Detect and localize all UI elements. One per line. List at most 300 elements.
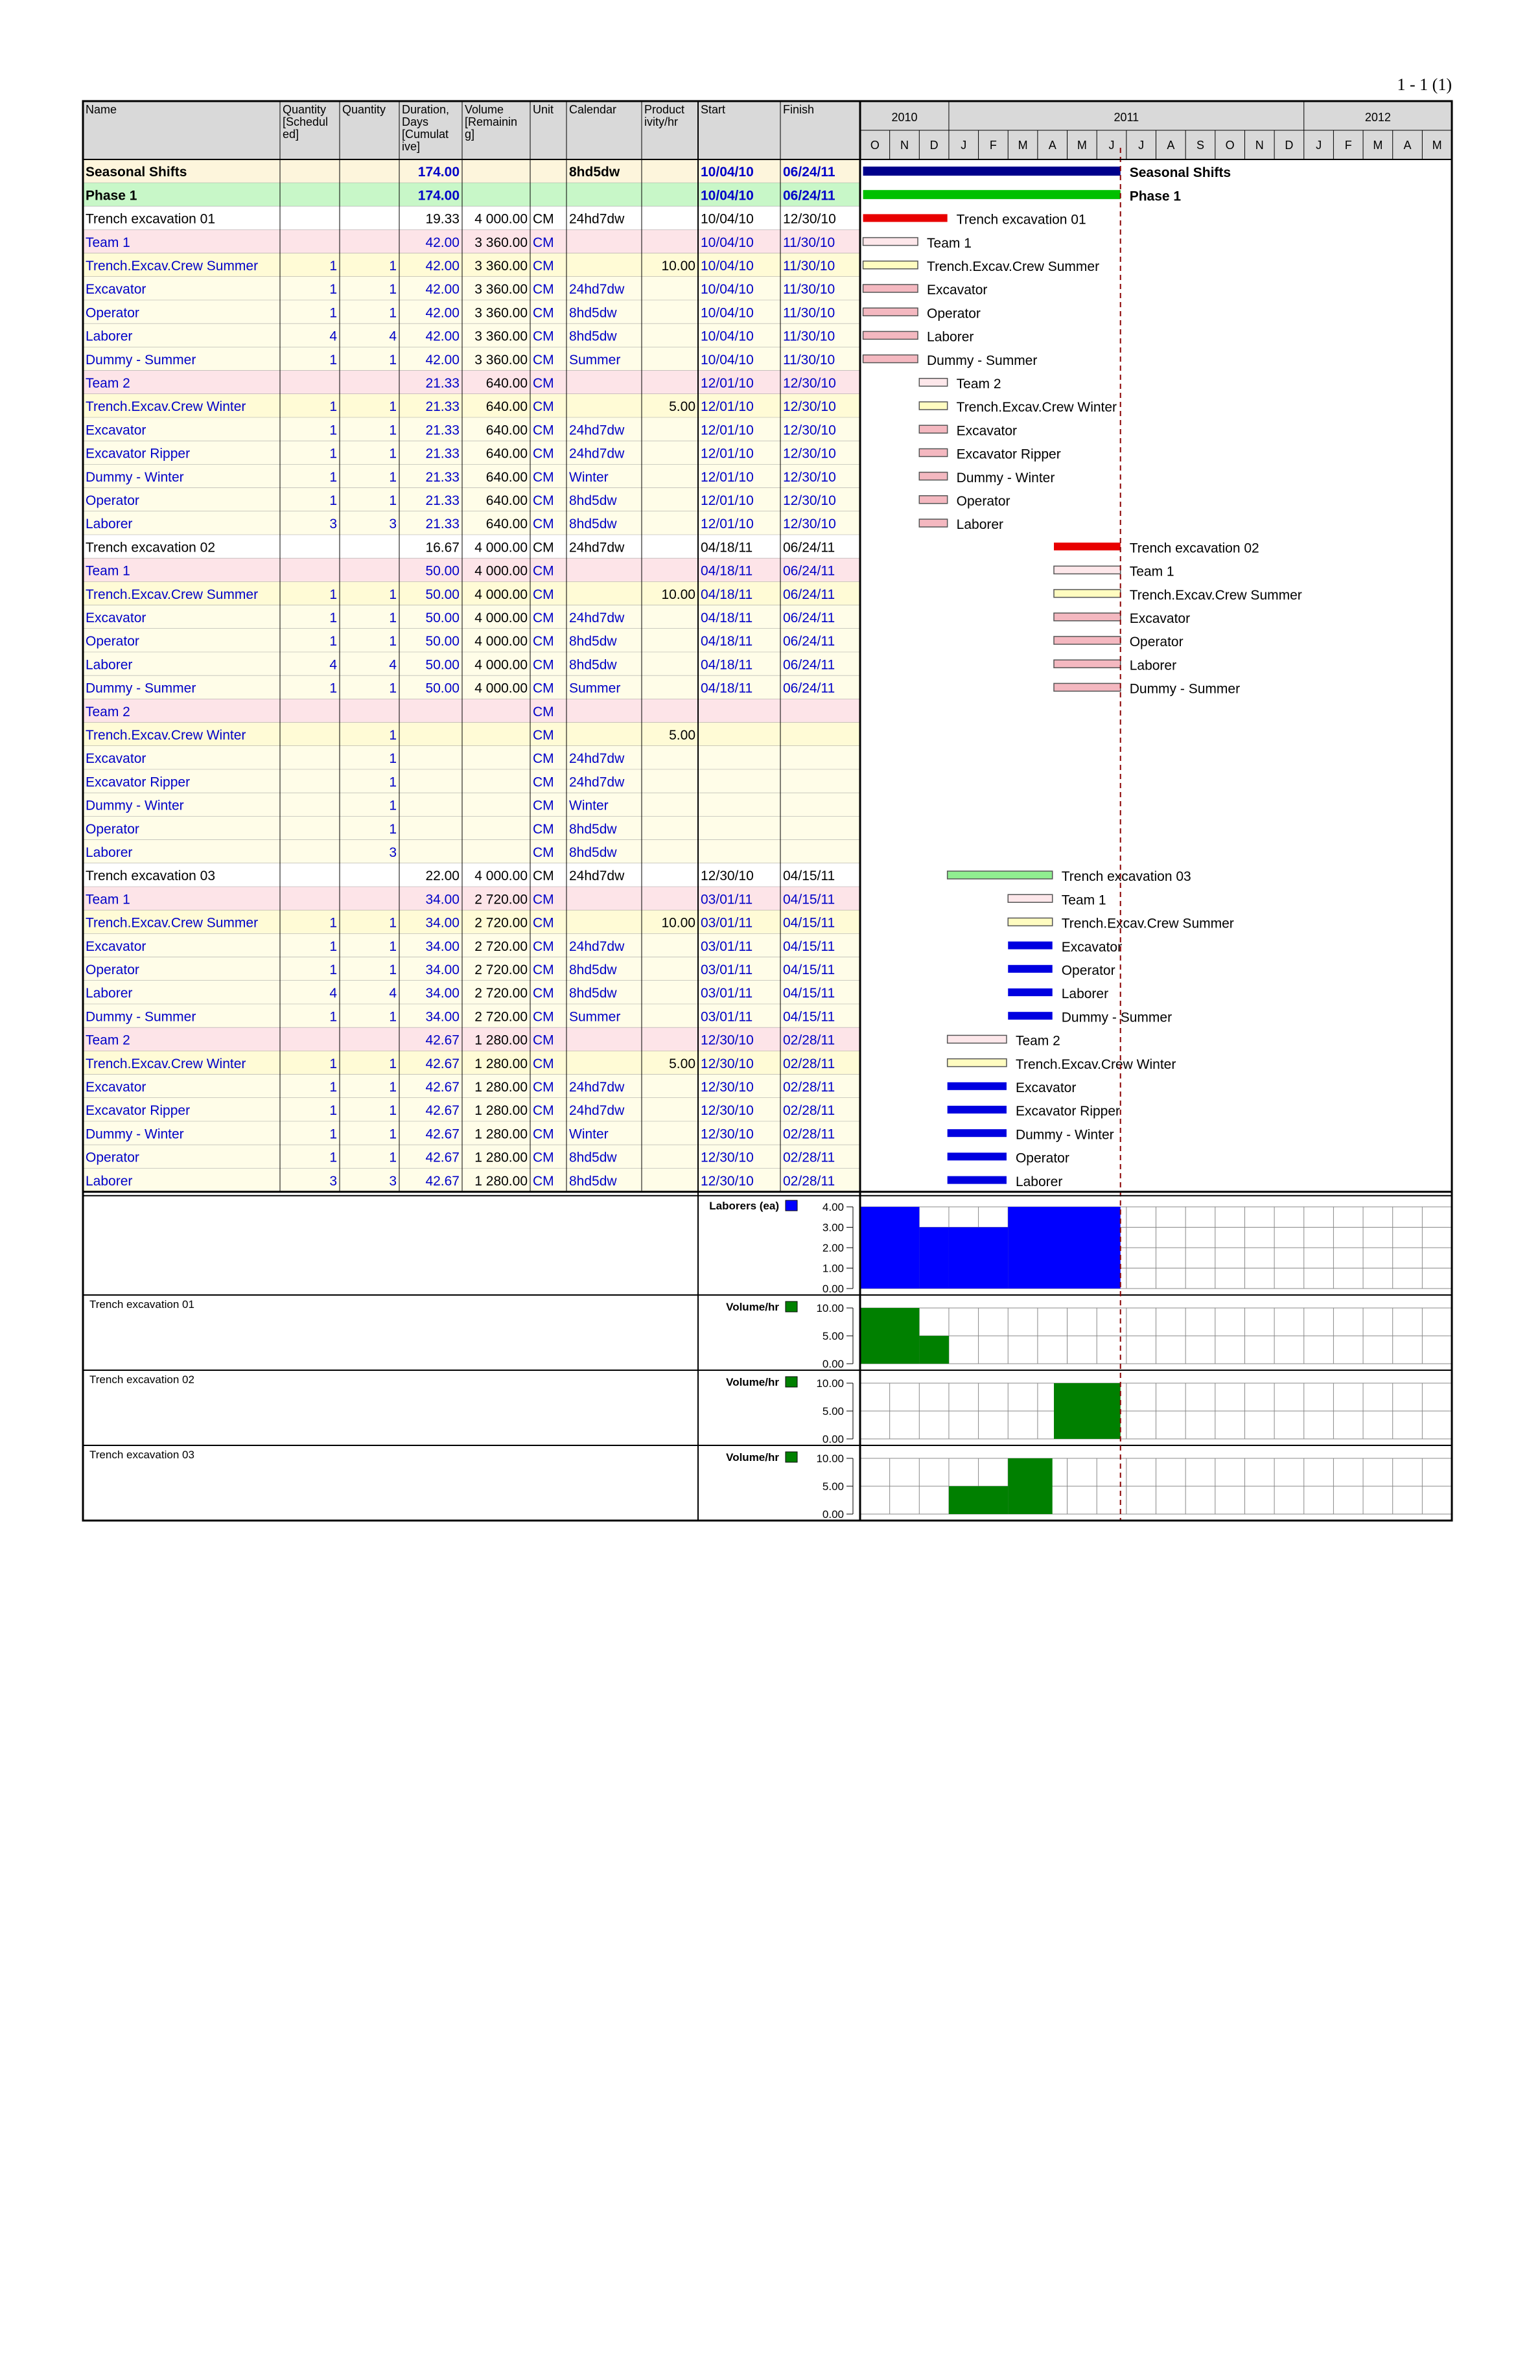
gantt-bar xyxy=(863,261,918,269)
cell-name: Operator xyxy=(86,962,139,977)
histogram-bar xyxy=(949,1228,1008,1289)
cell-cal: 24hd7dw xyxy=(569,751,625,767)
cell-name: Team 2 xyxy=(86,1032,130,1048)
histogram-bar xyxy=(1054,1383,1121,1439)
cell-cal: 8hd5dw xyxy=(569,634,617,649)
timeline-month-label: O xyxy=(870,139,880,152)
gantt-bar-label: Excavator Ripper xyxy=(1015,1104,1121,1119)
cell-q: 1 xyxy=(389,1080,397,1095)
cell-q: 1 xyxy=(389,1126,397,1142)
gantt-bar-label: Operator xyxy=(1061,963,1115,978)
cell-name: Laborer xyxy=(86,329,133,344)
histogram-series-label: Volume/hr xyxy=(726,1301,779,1313)
histogram-bar xyxy=(1008,1207,1120,1289)
cell-finish: 12/30/10 xyxy=(783,423,836,438)
cell-cal: 8hd5dw xyxy=(569,986,617,1001)
cell-start: 03/01/11 xyxy=(701,962,753,977)
cell-unit: CM xyxy=(533,446,554,461)
header-qty_sched: ed] xyxy=(283,128,299,141)
cell-vol: 4 000.00 xyxy=(474,681,528,696)
cell-name: Operator xyxy=(86,1150,139,1165)
cell-cal: 8hd5dw xyxy=(569,845,617,860)
cell-cal: 24hd7dw xyxy=(569,423,625,438)
cell-vol: 4 000.00 xyxy=(474,634,528,649)
cell-finish: 02/28/11 xyxy=(783,1150,835,1165)
cell-name: Trench excavation 02 xyxy=(86,540,216,555)
cell-unit: CM xyxy=(533,1009,554,1025)
cell-start: 12/01/10 xyxy=(701,399,754,415)
timeline-month-label: N xyxy=(900,139,909,152)
cell-dur: 174.00 xyxy=(417,188,460,204)
cell-start: 10/04/10 xyxy=(701,165,754,180)
gantt-bar xyxy=(863,214,948,222)
histogram-tick-label: 5.00 xyxy=(822,1480,844,1493)
gantt-bar-label: Team 1 xyxy=(927,235,972,251)
cell-name: Excavator xyxy=(86,282,146,298)
timeline-month-label: D xyxy=(929,139,939,152)
cell-name: Trench excavation 03 xyxy=(86,869,216,884)
cell-cal: 8hd5dw xyxy=(569,493,617,508)
cell-vol: 4 000.00 xyxy=(474,869,528,884)
cell-dur: 34.00 xyxy=(425,1009,460,1025)
header-qty: Quantity xyxy=(342,103,386,116)
cell-dur: 50.00 xyxy=(425,611,460,625)
cell-q: 3 xyxy=(389,517,397,532)
histogram-legend-swatch xyxy=(786,1377,797,1387)
cell-dur: 42.00 xyxy=(425,329,460,344)
cell-vol: 4 000.00 xyxy=(474,211,528,227)
cell-unit: CM xyxy=(533,986,554,1001)
histogram-bar xyxy=(860,1207,919,1289)
gantt-bar xyxy=(1008,894,1052,902)
cell-q: 1 xyxy=(389,305,397,321)
histogram-tick-label: 3.00 xyxy=(822,1221,844,1234)
histogram-tick-label: 2.00 xyxy=(822,1242,844,1254)
histogram-tick-label: 10.00 xyxy=(816,1302,844,1314)
cell-finish: 06/24/11 xyxy=(783,563,835,579)
cell-dur: 34.00 xyxy=(425,915,460,931)
cell-dur: 42.67 xyxy=(425,1080,460,1095)
cell-dur: 21.33 xyxy=(425,423,460,438)
cell-finish: 06/24/11 xyxy=(783,681,835,696)
gantt-bar xyxy=(948,1129,1007,1137)
gantt-bar-label: Excavator xyxy=(1015,1080,1077,1095)
cell-dur: 42.67 xyxy=(425,1056,460,1071)
cell-unit: CM xyxy=(533,681,554,696)
cell-name: Dummy - Winter xyxy=(86,469,184,485)
cell-qs: 1 xyxy=(329,1080,337,1095)
histogram-tick-label: 5.00 xyxy=(822,1330,844,1342)
cell-unit: CM xyxy=(533,352,554,368)
cell-finish: 06/24/11 xyxy=(783,165,835,180)
cell-cal: Winter xyxy=(569,798,609,813)
cell-start: 12/01/10 xyxy=(701,446,754,461)
histogram-bar xyxy=(949,1486,1008,1514)
histogram-tick-label: 10.00 xyxy=(816,1377,844,1390)
cell-qs: 1 xyxy=(329,399,337,415)
gantt-bar xyxy=(863,285,918,292)
gantt-bar-label: Trench excavation 03 xyxy=(1061,869,1191,885)
cell-finish: 11/30/10 xyxy=(783,329,835,344)
cell-q: 1 xyxy=(389,493,397,508)
timeline-month-label: D xyxy=(1285,139,1294,152)
gantt-bar-label: Operator xyxy=(1015,1150,1069,1166)
cell-finish: 12/30/10 xyxy=(783,446,836,461)
cell-dur: 50.00 xyxy=(425,563,460,579)
cell-vol: 640.00 xyxy=(485,376,528,391)
cell-dur: 174.00 xyxy=(417,165,460,180)
gantt-bar xyxy=(919,402,947,410)
cell-q: 1 xyxy=(389,399,397,415)
cell-vol: 640.00 xyxy=(485,446,528,461)
cell-vol: 2 720.00 xyxy=(474,892,528,907)
cell-vol: 1 280.00 xyxy=(474,1150,528,1165)
cell-start: 03/01/11 xyxy=(701,939,753,954)
cell-q: 1 xyxy=(389,352,397,368)
cell-cal: 24hd7dw xyxy=(569,446,625,461)
histogram-series-label: Volume/hr xyxy=(726,1451,779,1464)
cell-unit: CM xyxy=(533,751,554,767)
cell-unit: CM xyxy=(533,423,554,438)
cell-dur: 42.67 xyxy=(425,1032,460,1048)
histogram-tick-label: 0.00 xyxy=(822,1508,844,1521)
cell-unit: CM xyxy=(533,939,554,954)
histogram-series-label: Laborers (ea) xyxy=(709,1200,779,1212)
header-duration: ive] xyxy=(402,140,421,153)
cell-finish: 06/24/11 xyxy=(783,540,835,555)
timeline-month-label: M xyxy=(1373,139,1383,152)
histogram-tick-label: 1.00 xyxy=(822,1262,844,1275)
histogram-name: Trench excavation 03 xyxy=(89,1449,194,1461)
cell-q: 1 xyxy=(389,282,397,298)
gantt-bar xyxy=(1008,1012,1052,1020)
cell-finish: 04/15/11 xyxy=(783,962,835,977)
cell-q: 1 xyxy=(389,1056,397,1071)
cell-vol: 2 720.00 xyxy=(474,1009,528,1025)
cell-dur: 42.00 xyxy=(425,235,460,250)
cell-dur: 42.67 xyxy=(425,1103,460,1119)
cell-dur: 21.33 xyxy=(425,399,460,415)
header-unit: Unit xyxy=(533,103,554,116)
cell-unit: CM xyxy=(533,634,554,649)
cell-qs: 1 xyxy=(329,259,337,274)
header-productivity: ivity/hr xyxy=(644,115,679,128)
cell-vol: 640.00 xyxy=(485,423,528,438)
cell-q: 1 xyxy=(389,939,397,954)
cell-name: Dummy - Summer xyxy=(86,352,196,368)
cell-start: 03/01/11 xyxy=(701,986,753,1001)
table-row xyxy=(83,840,860,863)
cell-dur: 21.33 xyxy=(425,469,460,485)
gantt-bar xyxy=(1008,965,1052,973)
histogram-legend-swatch xyxy=(786,1452,797,1462)
cell-dur: 42.67 xyxy=(425,1126,460,1142)
cell-start: 03/01/11 xyxy=(701,1009,753,1025)
cell-vol: 1 280.00 xyxy=(474,1080,528,1095)
header-duration: Days xyxy=(402,115,429,128)
gantt-bar-label: Team 1 xyxy=(1129,564,1174,579)
cell-unit: CM xyxy=(533,1056,554,1071)
cell-unit: CM xyxy=(533,728,554,743)
cell-qs: 1 xyxy=(329,587,337,602)
gantt-bar xyxy=(863,167,1121,176)
timeline-month-label: F xyxy=(989,139,997,152)
cell-vol: 1 280.00 xyxy=(474,1126,528,1142)
header-finish: Finish xyxy=(783,103,815,116)
gantt-bar-label: Laborer xyxy=(927,329,974,345)
cell-name: Seasonal Shifts xyxy=(86,165,187,180)
cell-name: Laborer xyxy=(86,517,133,532)
gantt-bar xyxy=(1054,636,1121,644)
cell-name: Excavator xyxy=(86,939,146,954)
cell-finish: 04/15/11 xyxy=(783,1009,835,1025)
table-row xyxy=(83,793,860,816)
gantt-bar-label: Operator xyxy=(1129,635,1184,650)
cell-finish: 02/28/11 xyxy=(783,1056,835,1071)
cell-finish: 12/30/10 xyxy=(783,469,836,485)
cell-finish: 11/30/10 xyxy=(783,305,835,321)
cell-vol: 3 360.00 xyxy=(474,305,528,321)
cell-cal: 24hd7dw xyxy=(569,611,625,625)
cell-qs: 1 xyxy=(329,469,337,485)
cell-unit: CM xyxy=(533,235,554,250)
cell-q: 1 xyxy=(389,634,397,649)
cell-start: 10/04/10 xyxy=(701,259,754,274)
cell-finish: 02/28/11 xyxy=(783,1173,835,1189)
timeline-month-label: M xyxy=(1018,139,1028,152)
cell-prod: 5.00 xyxy=(669,728,695,743)
gantt-bar-label: Trench excavation 01 xyxy=(956,212,1086,228)
gantt-bar xyxy=(948,1152,1007,1160)
cell-cal: 24hd7dw xyxy=(569,540,625,555)
header-volume: [Remainin xyxy=(465,115,518,128)
cell-q: 4 xyxy=(389,657,397,673)
gantt-bar xyxy=(919,379,947,386)
gantt-bar xyxy=(1054,566,1121,574)
cell-start: 04/18/11 xyxy=(701,681,753,696)
cell-vol: 640.00 xyxy=(485,469,528,485)
cell-qs: 1 xyxy=(329,1126,337,1142)
cell-unit: CM xyxy=(533,775,554,790)
cell-dur: 42.00 xyxy=(425,352,460,368)
cell-start: 12/30/10 xyxy=(701,1080,754,1095)
cell-qs: 1 xyxy=(329,1056,337,1071)
cell-qs: 1 xyxy=(329,681,337,696)
cell-prod: 10.00 xyxy=(661,587,695,602)
cell-name: Excavator xyxy=(86,611,146,625)
cell-unit: CM xyxy=(533,915,554,931)
cell-cal: 24hd7dw xyxy=(569,211,625,227)
histogram-tick-label: 5.00 xyxy=(822,1405,844,1418)
cell-name: Laborer xyxy=(86,986,133,1001)
histogram-bar xyxy=(1008,1458,1052,1514)
cell-dur: 21.33 xyxy=(425,376,460,391)
gantt-bar xyxy=(1054,660,1121,668)
cell-dur: 42.00 xyxy=(425,282,460,298)
cell-dur: 42.67 xyxy=(425,1173,460,1189)
gantt-bar xyxy=(919,519,947,527)
cell-qs: 1 xyxy=(329,1009,337,1025)
cell-dur: 50.00 xyxy=(425,634,460,649)
gantt-bar-label: Excavator xyxy=(956,423,1018,439)
gantt-bar-label: Phase 1 xyxy=(1129,189,1182,204)
cell-name: Dummy - Summer xyxy=(86,1009,196,1025)
cell-start: 03/01/11 xyxy=(701,892,753,907)
gantt-bar xyxy=(948,1082,1007,1090)
header-volume: g] xyxy=(465,128,475,141)
cell-dur: 34.00 xyxy=(425,962,460,977)
cell-q: 1 xyxy=(389,962,397,977)
cell-q: 4 xyxy=(389,329,397,344)
cell-name: Excavator xyxy=(86,751,146,767)
cell-start: 04/18/11 xyxy=(701,611,753,625)
cell-qs: 1 xyxy=(329,493,337,508)
cell-unit: CM xyxy=(533,211,554,227)
cell-qs: 1 xyxy=(329,305,337,321)
histogram-name: Trench excavation 01 xyxy=(89,1298,194,1311)
cell-dur: 19.33 xyxy=(425,211,460,227)
cell-dur: 42.67 xyxy=(425,1150,460,1165)
cell-q: 1 xyxy=(389,728,397,743)
cell-cal: Summer xyxy=(569,1009,621,1025)
cell-name: Team 2 xyxy=(86,376,130,391)
cell-qs: 1 xyxy=(329,962,337,977)
cell-unit: CM xyxy=(533,517,554,532)
cell-name: Team 1 xyxy=(86,892,130,907)
histogram-bar xyxy=(919,1228,949,1289)
cell-finish: 04/15/11 xyxy=(783,986,835,1001)
cell-vol: 2 720.00 xyxy=(474,986,528,1001)
cell-cal: 8hd5dw xyxy=(569,962,617,977)
cell-cal: Summer xyxy=(569,352,621,368)
cell-qs: 1 xyxy=(329,611,337,625)
cell-dur: 16.67 xyxy=(425,540,460,555)
cell-cal: 8hd5dw xyxy=(569,1173,617,1189)
cell-dur: 50.00 xyxy=(425,657,460,673)
cell-name: Operator xyxy=(86,493,139,508)
timeline-year-label: 2011 xyxy=(1114,111,1139,124)
gantt-bar xyxy=(948,1059,1007,1067)
gantt-bar xyxy=(919,496,947,504)
cell-unit: CM xyxy=(533,657,554,673)
cell-finish: 06/24/11 xyxy=(783,657,835,673)
cell-q: 1 xyxy=(389,681,397,696)
header-start: Start xyxy=(701,103,726,116)
cell-q: 1 xyxy=(389,1009,397,1025)
timeline-year-label: 2012 xyxy=(1364,111,1391,124)
cell-start: 10/04/10 xyxy=(701,235,754,250)
cell-finish: 11/30/10 xyxy=(783,259,835,274)
cell-start: 04/18/11 xyxy=(701,657,753,673)
cell-start: 04/18/11 xyxy=(701,634,753,649)
cell-unit: CM xyxy=(533,1032,554,1048)
cell-q: 1 xyxy=(389,259,397,274)
cell-q: 1 xyxy=(389,469,397,485)
timeline-month-label: J xyxy=(1138,139,1145,152)
cell-start: 03/01/11 xyxy=(701,915,753,931)
histogram-legend-swatch xyxy=(786,1200,797,1211)
gantt-bar xyxy=(863,190,1121,199)
cell-q: 1 xyxy=(389,821,397,837)
header-duration: Duration, xyxy=(402,103,450,116)
cell-q: 3 xyxy=(389,1173,397,1189)
cell-finish: 04/15/11 xyxy=(783,915,835,931)
cell-name: Trench.Excav.Crew Summer xyxy=(86,259,259,274)
cell-dur: 42.00 xyxy=(425,259,460,274)
histogram-bar xyxy=(860,1308,919,1364)
cell-vol: 1 280.00 xyxy=(474,1032,528,1048)
cell-vol: 4 000.00 xyxy=(474,611,528,625)
gantt-bar-label: Trench.Excav.Crew Summer xyxy=(927,259,1100,274)
gantt-bar-label: Laborer xyxy=(1061,986,1109,1002)
gantt-bar-label: Team 2 xyxy=(956,377,1001,391)
cell-qs: 4 xyxy=(329,329,337,344)
cell-name: Dummy - Winter xyxy=(86,1126,184,1142)
cell-unit: CM xyxy=(533,1150,554,1165)
cell-unit: CM xyxy=(533,845,554,860)
cell-unit: CM xyxy=(533,259,554,274)
cell-q: 1 xyxy=(389,775,397,790)
cell-vol: 2 720.00 xyxy=(474,939,528,954)
cell-finish: 06/24/11 xyxy=(783,611,835,625)
cell-dur: 21.33 xyxy=(425,446,460,461)
cell-name: Team 1 xyxy=(86,563,130,579)
gantt-bar xyxy=(919,425,947,433)
cell-cal: 8hd5dw xyxy=(569,657,617,673)
timeline-month-label: A xyxy=(1403,139,1412,152)
cell-name: Team 2 xyxy=(86,704,130,719)
gantt-bar-label: Dummy - Summer xyxy=(927,353,1038,368)
cell-cal: 8hd5dw xyxy=(569,305,617,321)
cell-vol: 3 360.00 xyxy=(474,235,528,250)
cell-name: Operator xyxy=(86,821,139,837)
cell-start: 10/04/10 xyxy=(701,211,754,227)
timeline-month-label: M xyxy=(1432,139,1442,152)
cell-start: 12/30/10 xyxy=(701,1150,754,1165)
cell-qs: 1 xyxy=(329,446,337,461)
cell-name: Laborer xyxy=(86,845,133,860)
gantt-bar-label: Team 2 xyxy=(1015,1033,1060,1049)
cell-start: 12/30/10 xyxy=(701,1032,754,1048)
histogram-tick-label: 4.00 xyxy=(822,1201,844,1213)
cell-name: Excavator xyxy=(86,423,146,438)
cell-cal: Summer xyxy=(569,681,621,696)
cell-start: 12/01/10 xyxy=(701,376,754,391)
gantt-bar-label: Operator xyxy=(956,494,1010,509)
timeline-year-label: 2010 xyxy=(891,111,918,124)
cell-q: 1 xyxy=(389,915,397,931)
cell-dur: 21.33 xyxy=(425,493,460,508)
cell-finish: 04/15/11 xyxy=(783,892,835,907)
cell-start: 12/30/10 xyxy=(701,1173,754,1189)
cell-name: Trench.Excav.Crew Summer xyxy=(86,587,259,602)
cell-unit: CM xyxy=(533,611,554,625)
cell-dur: 34.00 xyxy=(425,986,460,1001)
histogram-tick-label: 0.00 xyxy=(822,1283,844,1295)
cell-q: 1 xyxy=(389,423,397,438)
page-number: 1 - 1 (1) xyxy=(1397,75,1452,94)
cell-vol: 2 720.00 xyxy=(474,962,528,977)
cell-vol: 640.00 xyxy=(485,399,528,415)
cell-start: 10/04/10 xyxy=(701,282,754,298)
cell-name: Laborer xyxy=(86,1173,133,1189)
cell-q: 3 xyxy=(389,845,397,860)
cell-vol: 4 000.00 xyxy=(474,657,528,673)
cell-unit: CM xyxy=(533,540,554,555)
cell-q: 4 xyxy=(389,986,397,1001)
cell-unit: CM xyxy=(533,493,554,508)
cell-q: 1 xyxy=(389,798,397,813)
